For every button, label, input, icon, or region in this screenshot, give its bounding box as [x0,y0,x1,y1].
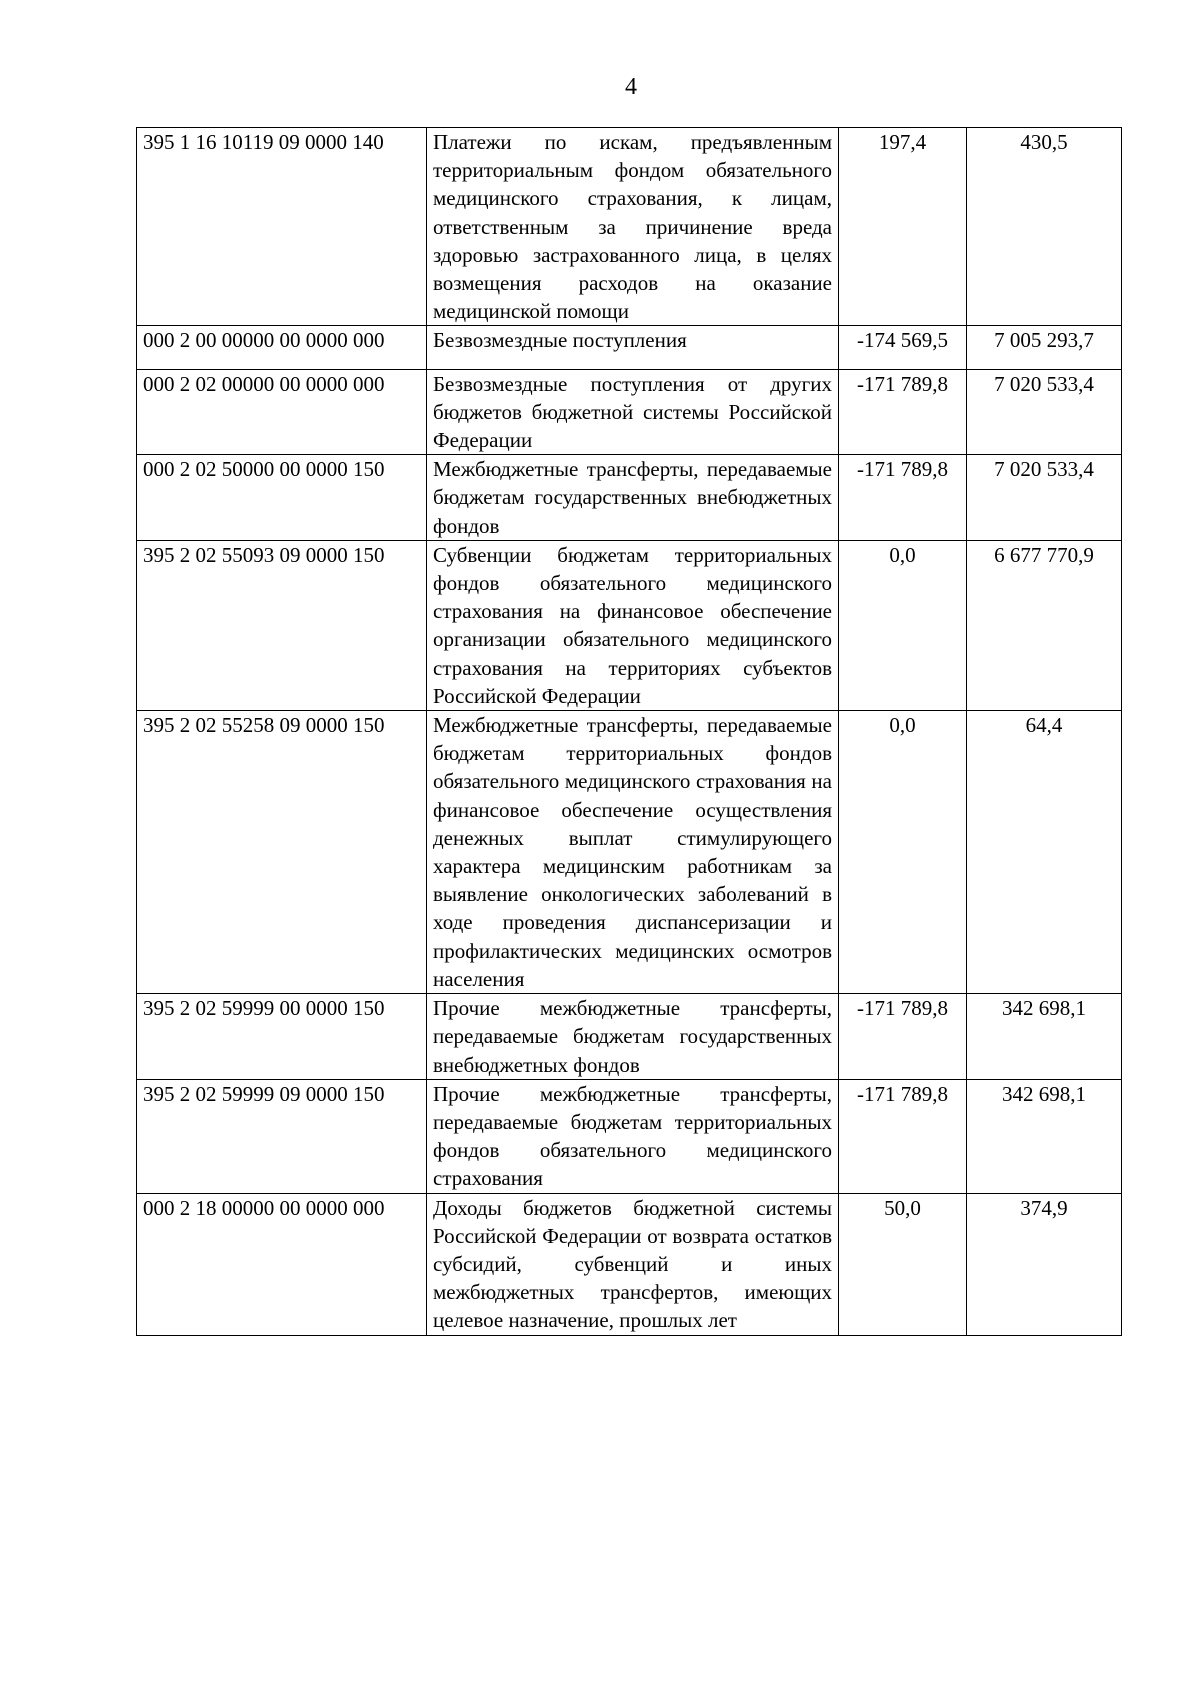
budget-code: 395 2 02 55093 09 0000 150 [137,540,427,710]
amount-total: 64,4 [967,711,1122,994]
budget-code: 395 1 16 10119 09 0000 140 [137,128,427,326]
amount-change: -171 789,8 [839,455,967,541]
amount-change: -174 569,5 [839,326,967,369]
table-row [137,1079,1122,1193]
revenue-name: Межбюджетные трансферты, передаваемые бюджетам государственных внебюджетных фондов [427,455,839,541]
amount-change: -171 789,8 [839,1079,967,1193]
table-row [137,326,1122,369]
revenue-name: Безвозмездные поступления от других бюджетов бюджетной системы Российской Федерации [427,369,839,455]
revenue-name: Платежи по искам, предъявленным территориальным фондом обязательного медицинского страхования, к лицам, ответственным за причинение вреда здоровью застрахованного лица, в целях возмещения расходов на оказание медицинской помощи [427,128,839,326]
budget-table [136,127,1122,1336]
amount-change: -171 789,8 [839,994,967,1080]
amount-total: 430,5 [967,128,1122,326]
amount-change: -171 789,8 [839,369,967,455]
table-row [137,455,1122,541]
revenue-name: Прочие межбюджетные трансферты, передаваемые бюджетам территориальных фондов обязательного медицинского страхования [427,1079,839,1193]
budget-code: 395 2 02 59999 00 0000 150 [137,994,427,1080]
table-row [137,540,1122,710]
amount-total: 374,9 [967,1193,1122,1335]
amount-total: 6 677 770,9 [967,540,1122,710]
revenue-name: Безвозмездные поступления [427,326,839,369]
amount-total: 7 020 533,4 [967,455,1122,541]
revenue-name: Субвенции бюджетам территориальных фондов обязательного медицинского страхования на финансовое обеспечение организации обязательного медицинского страхования на территориях субъектов Российской Федерации [427,540,839,710]
amount-change: 0,0 [839,711,967,994]
amount-total: 7 020 533,4 [967,369,1122,455]
table-row [137,711,1122,994]
revenue-name: Межбюджетные трансферты, передаваемые бюджетам территориальных фондов обязательного медицинского страхования на финансовое обеспечение осуществления денежных выплат стимулирующего характера медицинским работникам за выявление онкологических заболеваний в ходе проведения диспансеризации и профилактических медицинских осмотров населения [427,711,839,994]
revenue-name: Доходы бюджетов бюджетной системы Российской Федерации от возврата остатков субсидий, субвенций и иных межбюджетных трансфертов, имеющих целевое назначение, прошлых лет [427,1193,839,1335]
table-row [137,369,1122,455]
budget-code: 000 2 02 50000 00 0000 150 [137,455,427,541]
budget-code: 000 2 02 00000 00 0000 000 [137,369,427,455]
budget-code: 000 2 18 00000 00 0000 000 [137,1193,427,1335]
table-row [137,128,1122,326]
amount-change: 197,4 [839,128,967,326]
amount-total: 342 698,1 [967,1079,1122,1193]
amount-change: 0,0 [839,540,967,710]
page-number: 4 [625,74,637,100]
amount-total: 342 698,1 [967,994,1122,1080]
table-row [137,1193,1122,1335]
budget-code: 000 2 00 00000 00 0000 000 [137,326,427,369]
budget-code: 395 2 02 59999 09 0000 150 [137,1079,427,1193]
amount-change: 50,0 [839,1193,967,1335]
revenue-name: Прочие межбюджетные трансферты, передаваемые бюджетам государственных внебюджетных фондов [427,994,839,1080]
budget-code: 395 2 02 55258 09 0000 150 [137,711,427,994]
amount-total: 7 005 293,7 [967,326,1122,369]
table-row [137,994,1122,1080]
